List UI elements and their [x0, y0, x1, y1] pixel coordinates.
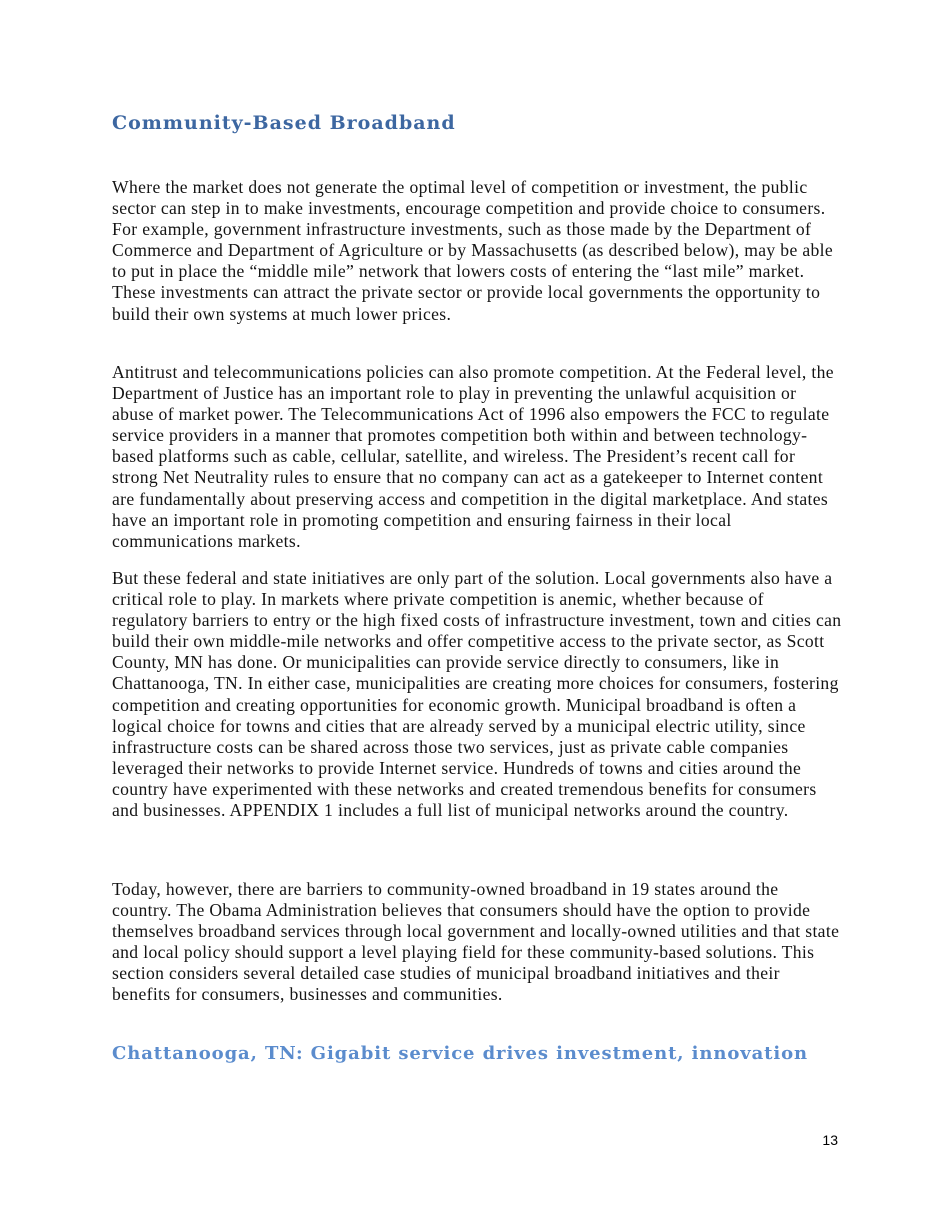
paragraph-state-barriers: Today, however, there are barriers to community-owned broadband in 19 states around the country. The Obama Administration believes that consumers should have the option to provide themselves broadband services through local government and locally-owned utilities and that state and local policy should support a level playing field for these community-based solutions. This section considers several detailed case studies of municipal broadband initiatives and their benefits for consumers, businesses and communities.	[112, 879, 840, 1005]
section-title: Community-Based Broadband	[112, 112, 456, 134]
subsection-title: Chattanooga, TN: Gigabit service drives investment, innovation	[112, 1043, 808, 1064]
paragraph-market-investment: Where the market does not generate the optimal level of competition or investment, the public sector can step in to make investments, encourage competition and provide choice to consumers. For example, government infrastructure investments, such as those made by the Department of Commerce and Department of Agriculture or by Massachusetts (as described below), may be able to put in place the “middle mile” network that lowers costs of entering the “last mile” market. These investments can attract the private sector or provide local governments the opportunity to build their own systems at much lower prices.	[112, 177, 834, 324]
paragraph-local-governments: But these federal and state initiatives are only part of the solution. Local governments also have a critical role to play. In markets where private competition is anemic, whether because of regulatory barriers to entry or the high fixed costs of infrastructure investment, town and cities can build their own middle-mile networks and offer competitive access to the private sector, as Scott County, MN has done. Or municipalities can provide service directly to consumers, like in Chattanooga, TN. In either case, municipalities are creating more choices for consumers, fostering competition and creating opportunities for economic growth. Municipal broadband is often a logical choice for towns and cities that are already served by a municipal electric utility, since infrastructure costs can be shared across those two services, just as private cable companies leveraged their networks to provide Internet service. Hundreds of towns and cities around the country have experimented with these networks and created tremendous benefits for consumers and businesses. APPENDIX 1 includes a full list of municipal networks around the country.	[112, 568, 842, 821]
page-number: 13	[822, 1132, 838, 1148]
paragraph-antitrust-telecom: Antitrust and telecommunications policies can also promote competition. At the Federal level, the Department of Justice has an important role to play in preventing the unlawful acquisition or abuse of market power. The Telecommunications Act of 1996 also empowers the FCC to regulate service providers in a manner that promotes competition both within and between technology-based platforms such as cable, cellular, satellite, and wireless. The President’s recent call for strong Net Neutrality rules to ensure that no company can act as a gatekeeper to Internet content are fundamentally about preserving access and competition in the digital marketplace. And states have an important role in promoting competition and ensuring fairness in their local communications markets.	[112, 362, 834, 551]
